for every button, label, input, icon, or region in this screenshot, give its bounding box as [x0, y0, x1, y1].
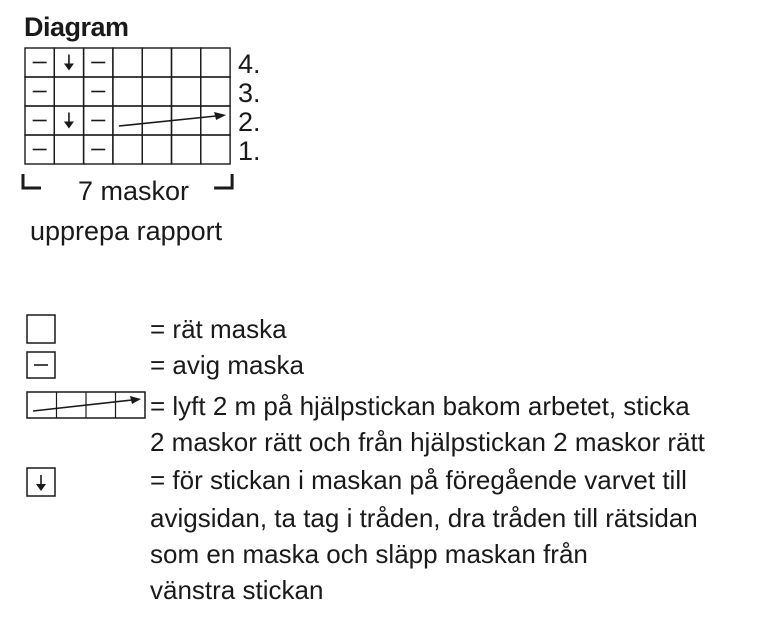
chart-cell-knit — [113, 48, 142, 77]
legend-drop-text-line-2: avigsidan, ta tag i tråden, dra tråden till rätsidan — [150, 503, 698, 533]
chart-cell-knit — [113, 135, 142, 164]
drop-stitch-arrow-head — [64, 64, 74, 71]
legend-drop-text-line-4: vänstra stickan — [150, 575, 324, 605]
chart-cell-knit — [142, 135, 171, 164]
legend-knit-text: = rät maska — [150, 314, 287, 344]
chart-cell-knit — [142, 77, 171, 106]
chart-cell-knit — [172, 77, 201, 106]
row-number-2: 2. — [238, 107, 261, 137]
chart-cell-cable — [113, 106, 142, 135]
legend-cable-symbol — [26, 391, 148, 421]
drop-stitch-arrow-head — [64, 122, 74, 129]
chart-cell-knit — [201, 77, 230, 106]
cable-arrow-head — [214, 112, 226, 120]
row-number-1: 1. — [238, 136, 261, 166]
repeat-label: 7 maskor — [78, 176, 190, 206]
legend-drop-symbol — [26, 467, 58, 499]
legend-drop-text-line-1: = för stickan i maskan på föregående varvet till — [150, 465, 687, 495]
repeat-bracket-left — [23, 174, 41, 188]
chart-cell-knit — [172, 48, 201, 77]
row-number-4: 4. — [238, 49, 261, 79]
repeat-caption: upprepa rapport — [30, 216, 223, 246]
chart-cell-knit — [54, 77, 83, 106]
legend-drop-text-line-3: som en maska och släpp maskan från — [150, 539, 588, 569]
legend-purl-text: = avig maska — [150, 350, 304, 380]
row-number-3: 3. — [238, 78, 261, 108]
chart-cell-knit — [142, 48, 171, 77]
legend-cable-text-line-2: 2 maskor rätt och från hjälpstickan 2 maskor rätt — [150, 427, 705, 457]
legend-cable-text-line-1: = lyft 2 m på hjälpstickan bakom arbetet, sticka — [150, 391, 690, 421]
chart-cell-knit — [201, 135, 230, 164]
diagram-title: Diagram — [24, 12, 129, 42]
chart-cell-knit — [113, 77, 142, 106]
cable-arrow-line — [119, 116, 216, 126]
chart-cell-cable — [201, 106, 230, 135]
chart-cell-knit — [201, 48, 230, 77]
chart-cell-knit — [54, 135, 83, 164]
repeat-bracket-right — [214, 174, 232, 188]
legend-knit-symbol — [26, 314, 58, 346]
legend-purl-symbol — [26, 351, 58, 381]
chart-cell-knit — [172, 135, 201, 164]
